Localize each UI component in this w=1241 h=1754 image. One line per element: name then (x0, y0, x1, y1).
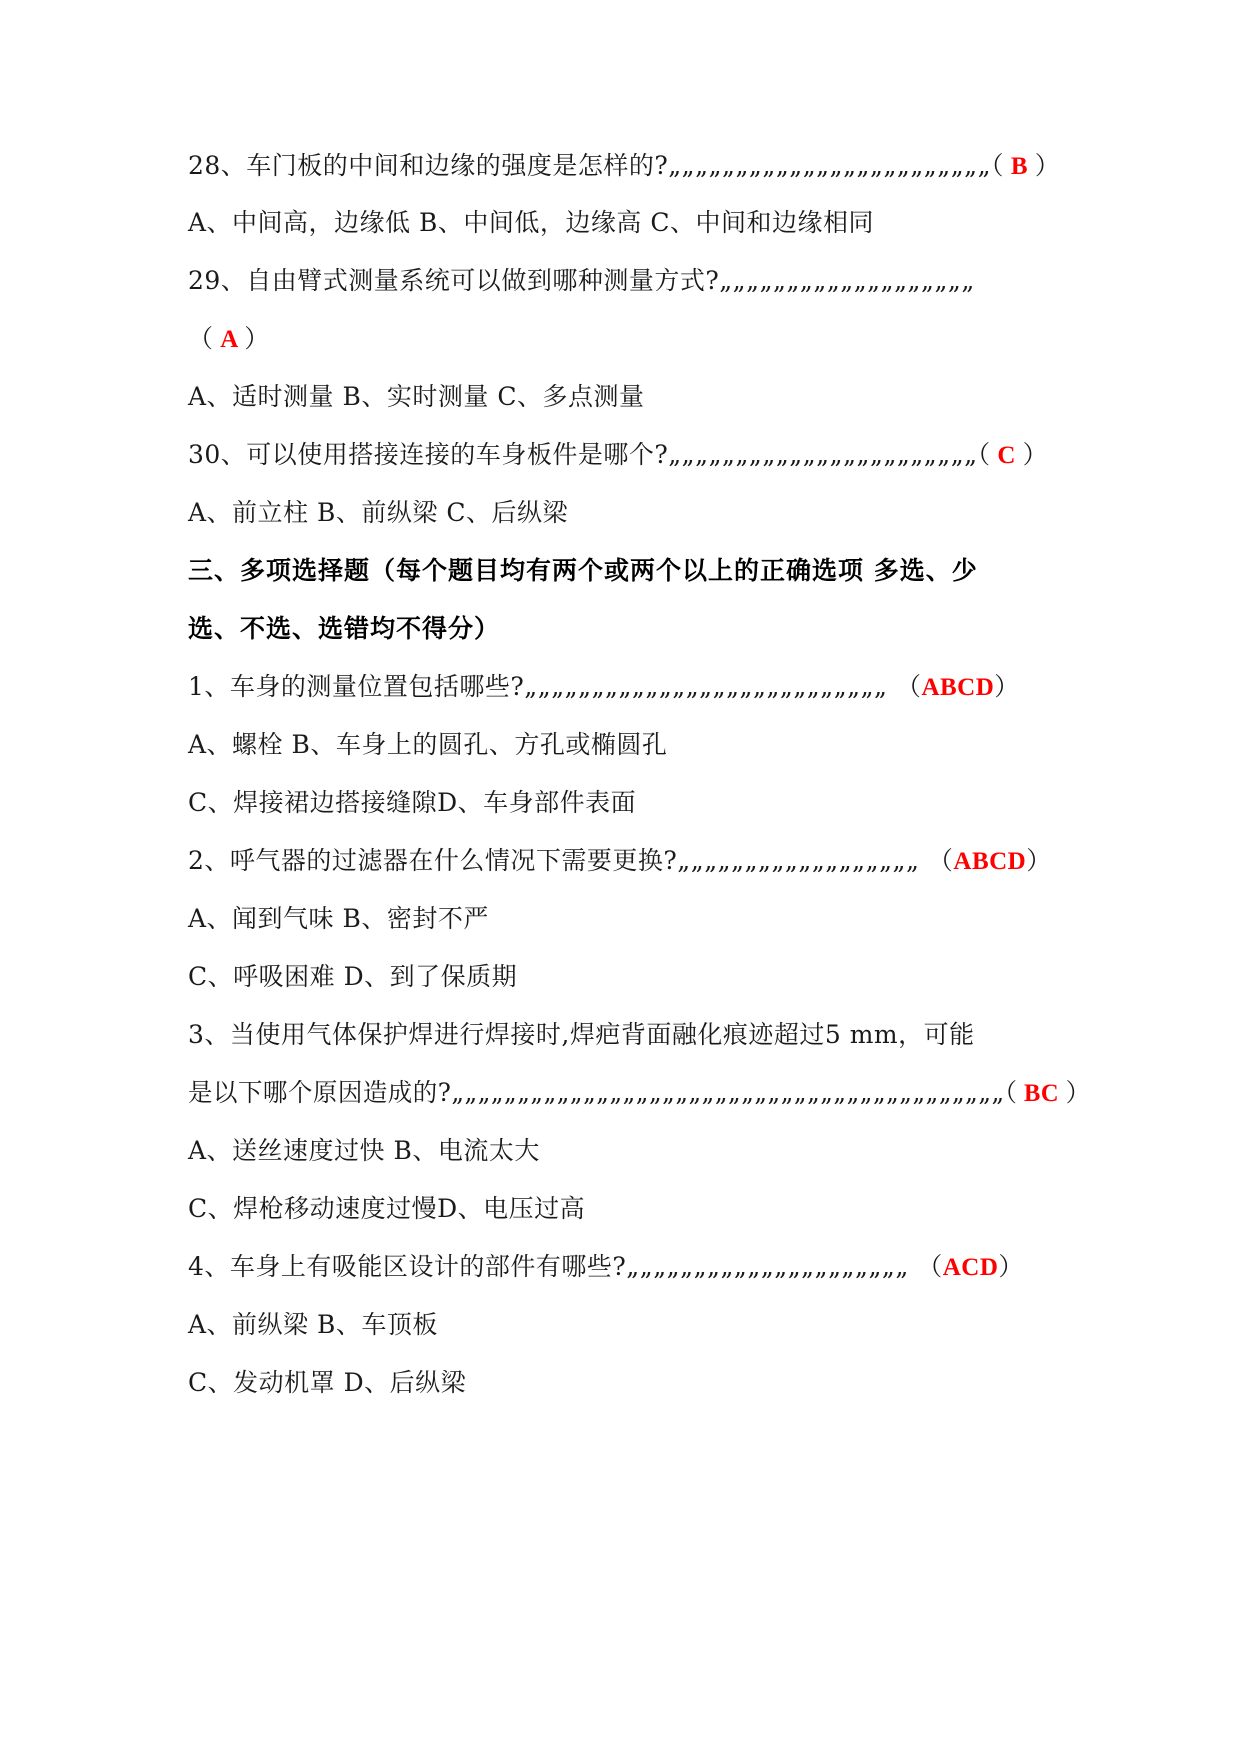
bracket-close: ） (998, 1252, 1024, 1281)
answer-mark: ABCD (921, 674, 995, 701)
question-stem: 4、车身上有吸能区设计的部件有哪些?„„„„„„„„„„„„„„„„„„„„„ （ (188, 1252, 943, 1281)
multi-question-4-options-c: C、发动机罩 D、后纵梁 (188, 1368, 467, 1397)
multi-question-2-options-c: C、呼吸困难 D、到了保质期 (188, 962, 518, 991)
answer-mark: B (1004, 153, 1035, 180)
multi-question-1-options-c: C、焊接裙边搭接缝隙D、车身部件表面 (188, 788, 637, 817)
bracket-close: ） (994, 672, 1020, 701)
question-30 (188, 438, 1048, 473)
multi-question-2 (188, 844, 1052, 879)
answer-mark: C (990, 442, 1023, 469)
multi-question-1 (188, 670, 1020, 705)
multi-question-3: 3、当使用气体保护焊进行焊接时,焊疤背面融化痕迹超过5 mm，可能 (188, 1020, 975, 1049)
multi-question-3-options-c: C、焊枪移动速度过慢D、电压过高 (188, 1194, 586, 1223)
question-stem: 28、车门板的中间和边缘的强度是怎样的?„„„„„„„„„„„„„„„„„„„„„„„„（ (188, 151, 1005, 180)
answer-mark: ACD (942, 1254, 999, 1281)
question-stem-continued: 是以下哪个原因造成的?„„„„„„„„„„„„„„„„„„„„„„„„„„„„„„„„„„„„„„„„„„（ (188, 1078, 1018, 1107)
answer-mark: ABCD (953, 848, 1027, 875)
question-29 (188, 264, 975, 298)
question-28-options: A、中间高，边缘低 B、中间低，边缘高 C、中间和边缘相同 (188, 208, 874, 237)
bracket-close: ） (1026, 846, 1052, 875)
multi-question-3-options-a: A、送丝速度过快 B、电流太大 (188, 1136, 540, 1165)
question-28 (188, 149, 1060, 184)
question-29-options: A、适时测量 B、实时测量 C、多点测量 (188, 382, 645, 411)
multi-question-1-options-a: A、螺栓 B、车身上的圆孔、方孔或椭圆孔 (188, 730, 668, 759)
question-stem: 2、呼气器的过滤器在什么情况下需要更换?„„„„„„„„„„„„„„„„„„ （ (188, 846, 954, 875)
question-stem: 30、可以使用搭接连接的车身板件是哪个?„„„„„„„„„„„„„„„„„„„„„„„（ (188, 440, 991, 469)
answer-mark: A (213, 326, 245, 353)
question-stem: 1、车身的测量位置包括哪些?„„„„„„„„„„„„„„„„„„„„„„„„„„„ （ (188, 672, 922, 701)
bracket-close: ） (1065, 1078, 1091, 1107)
bracket-close: ） (1022, 440, 1049, 469)
multi-question-2-options-a: A、闻到气味 B、密封不严 (188, 904, 489, 933)
section-heading-line-1: 三、多项选择题（每个题目均有两个或两个以上的正确选项 多选、少 (188, 556, 978, 585)
bracket-close: ） (1034, 151, 1061, 180)
answer-mark: BC (1017, 1080, 1066, 1107)
bracket-open: （ (188, 324, 214, 353)
section-heading-line-2: 选、不选、选错均不得分） (188, 614, 501, 643)
multi-question-4-options-a: A、前纵梁 B、车顶板 (188, 1310, 438, 1339)
bracket-close: ） (244, 324, 270, 353)
question-30-options: A、前立柱 B、前纵梁 C、后纵梁 (188, 498, 568, 527)
multi-question-3-continued (188, 1076, 1091, 1111)
question-29-answer-line (188, 322, 270, 357)
question-stem: 29、自由臂式测量系统可以做到哪种测量方式?„„„„„„„„„„„„„„„„„„„ (188, 266, 975, 295)
multi-question-4 (188, 1250, 1024, 1285)
